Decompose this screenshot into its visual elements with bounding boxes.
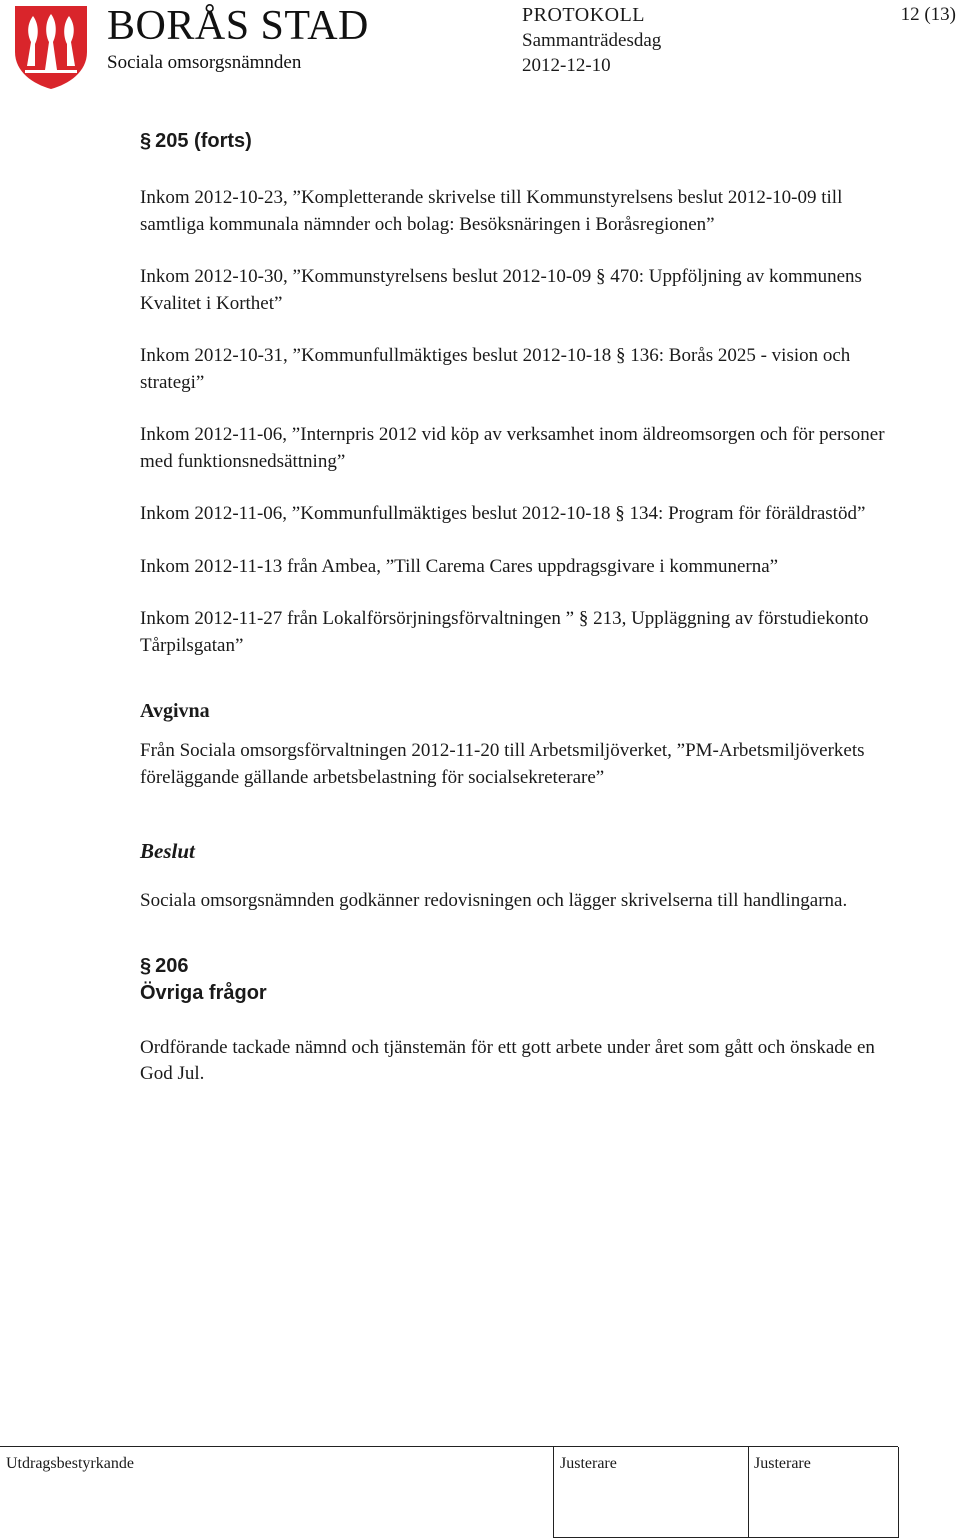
city-name-logo: BORÅS STAD xyxy=(107,3,369,49)
adjuster-label-1: Justerare xyxy=(560,1455,617,1472)
extract-certification-label: Utdragsbestyrkande xyxy=(6,1455,134,1472)
meeting-type-label: Sammanträdesdag xyxy=(522,30,662,51)
incoming-item: Inkom 2012-10-23, ”Kompletterande skrivelse till Kommunstyrelsens beslut 2012-10-09 till samtliga kommunala nämnder och bolag: Besöksnäringen i Boråsregionen” xyxy=(140,187,843,235)
page-number: 12 (13) xyxy=(900,4,956,25)
signature-box-baseline xyxy=(553,1537,899,1538)
incoming-item: Inkom 2012-11-27 från Lokalförsörjningsförvaltningen ” § 213, Uppläggning av förstudiekonto Tårpilsgatan” xyxy=(140,608,869,656)
city-crest-icon xyxy=(13,4,89,90)
paragraph-symbol: § xyxy=(140,954,152,977)
incoming-item: Inkom 2012-10-30, ”Kommunstyrelsens beslut 2012-10-09 § 470: Uppföljning av kommunens Kvalitet i Korthet” xyxy=(140,266,862,314)
section-206-title: Övriga frågor xyxy=(140,981,267,1004)
incoming-item: Inkom 2012-11-06, ”Internpris 2012 vid köp av verksamhet inom äldreomsorgen och för personer med funktionsnedsättning” xyxy=(140,424,885,472)
paragraph-symbol: § xyxy=(140,130,152,152)
committee-name: Sociala omsorgsnämnden xyxy=(107,52,302,73)
adjuster-label-2: Justerare xyxy=(754,1455,811,1472)
section-205-title: 205 (forts) xyxy=(155,130,252,152)
signature-box-border xyxy=(748,1447,749,1538)
minutes-body xyxy=(140,128,900,1088)
incoming-item: Inkom 2012-10-31, ”Kommunfullmäktiges beslut 2012-10-18 § 136: Borås 2025 - vision och strategi” xyxy=(140,345,851,393)
incoming-item: Inkom 2012-11-13 från Ambea, ”Till Carema Cares uppdragsgivare i kommunerna” xyxy=(140,555,779,577)
decision-heading: Beslut xyxy=(140,839,195,863)
section-205-heading xyxy=(140,128,900,155)
section-206-heading xyxy=(140,953,900,1007)
sent-item: Från Sociala omsorgsförvaltningen 2012-11-20 till Arbetsmiljöverket, ”PM-Arbetsmiljöverkets föreläggande gällande arbetsbelastning för socialsekreterare” xyxy=(140,740,865,788)
document-type: PROTOKOLL xyxy=(522,4,646,26)
signature-box-border xyxy=(898,1447,899,1538)
signature-box-border xyxy=(553,1447,554,1538)
incoming-item: Inkom 2012-11-06, ”Kommunfullmäktiges beslut 2012-10-18 § 134: Program för föräldrastöd” xyxy=(140,503,866,524)
footer-divider xyxy=(0,1446,898,1447)
section-206-number: 206 xyxy=(155,954,189,977)
section-206-text: Ordförande tackade nämnd och tjänstemän för ett gott arbete under året som gått och önskade en God Jul. xyxy=(140,1036,875,1084)
meeting-date: 2012-12-10 xyxy=(522,55,611,76)
sent-heading: Avgivna xyxy=(140,700,210,722)
decision-text: Sociala omsorgsnämnden godkänner redovisningen och lägger skrivelserna till handlingarna. xyxy=(140,890,848,911)
